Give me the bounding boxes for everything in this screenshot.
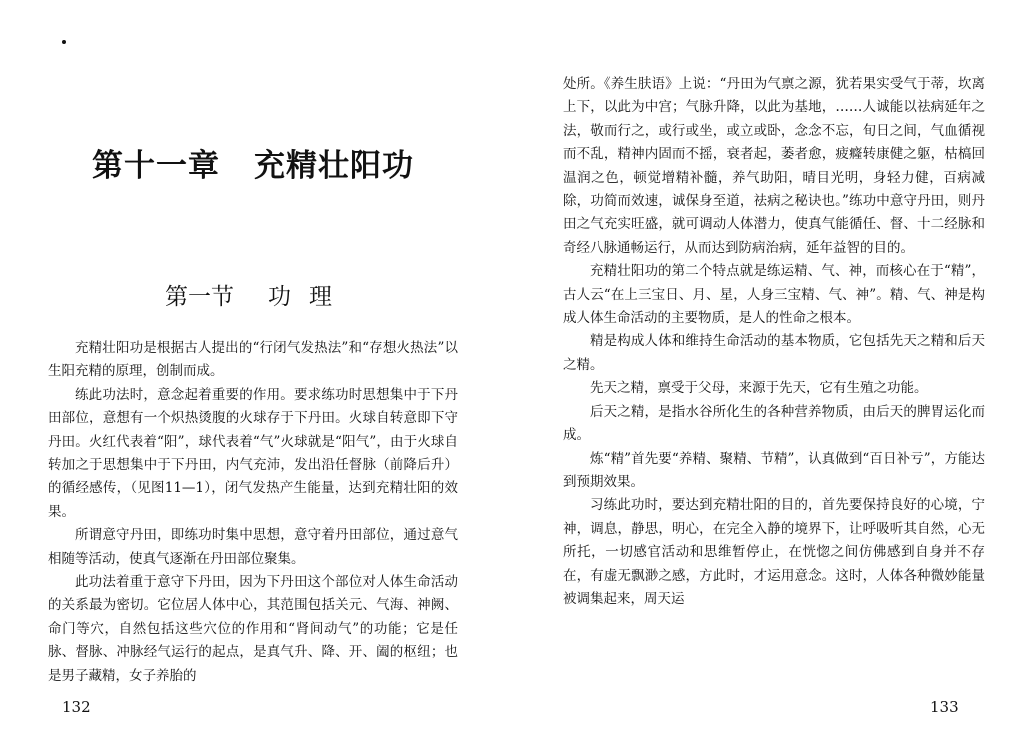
page-number-left: 132 [62, 698, 91, 716]
section-name-part-1: 功 [268, 284, 291, 310]
paragraph: 充精壮阳功是根据古人提出的“行闭气发热法”和“存想火热法”以生阳充精的原理，创制而成。 [48, 340, 458, 380]
chapter-heading [92, 140, 414, 185]
paragraph: 处所。《养生肤语》上说：“丹田为气禀之源，犹若果实受气于蒂，坎离上下，以此为中宫；气脉升降，以此为基地，……人诚能以祛病延年之法，敬而行之，或行或坐，或立或卧，念念不忘，旬日之间，气血循视而不乱，精神内固而不摇，衰者起，萎者愈，疲癃转康健之躯，枯槁回温润之色，顿觉增精补髓，养气助阳，晴目光明，身轻力健，百病减除，功简而效速，诚保身至道，祛病之秘诀也。”练功中意守丹田，则丹田之气充实旺盛，就可调动人体潜力，使真气能循任、督、十二经脉和奇经八脉通畅运行，从而达到防病治病，延年益智的目的。 [563, 76, 985, 256]
paragraph: 练此功法时，意念起着重要的作用。要求练功时思想集中于下丹田部位，意想有一个炽热烫腹的火球存于下丹田。火球自转意即下守丹田。火红代表着“阳”，球代表着“气”火球就是“阳气”，由于火球自转加之于思想集中于下丹田，内气充沛，发出沿任督脉（前降后升）的循经感传，（见图11—1），闭气发热产生能量，达到充精壮阳的效果。 [48, 386, 458, 520]
section-number: 第一节 [165, 284, 234, 310]
paragraph: 精是构成人体和维持生命活动的基本物质，它包括先天之精和后天之精。 [563, 333, 985, 373]
paragraph: 先天之精，禀受于父母，来源于先天，它有生殖之功能。 [590, 380, 928, 397]
chapter-name: 充精壮阳功 [254, 148, 414, 184]
left-body-text [48, 337, 458, 688]
paragraph: 后天之精，是指水谷所化生的各种营养物质，由后天的脾胃运化而成。 [563, 403, 985, 444]
right-body-text [563, 73, 985, 611]
page-speck [62, 40, 66, 44]
paragraph: 所谓意守丹田，即练功时集中思想，意守着丹田部位，通过意气相随等活动，使真气逐渐在丹田部位聚集。 [48, 527, 458, 567]
section-heading [165, 278, 332, 311]
paragraph: 充精壮阳功的第二个特点就是练运精、气、神，而核心在于“精”，古人云“在上三宝日、月、星，人身三宝精、气、神”。精、气、神是构成人体生命活动的主要物质，是人的性命之根本。 [563, 263, 985, 327]
paragraph: 此功法着重于意守下丹田，因为下丹田这个部位对人体生命活动的关系最为密切。它位居人体中心，其范围包括关元、气海、神阙、命门等穴，自然包括这些穴位的作用和“肾间动气”的功能；它是任脉、督脉、冲脉经气运行的起点，是真气升、降、开、阖的枢纽；也是男子藏精，女子养胎的 [48, 574, 458, 684]
right-page [512, 0, 1024, 730]
section-name-part-2: 理 [309, 284, 332, 310]
chapter-number: 第十一章 [92, 148, 220, 184]
paragraph: 炼“精”首先要“养精、聚精、节精”，认真做到“百日补亏”，方能达到预期效果。 [563, 450, 985, 490]
paragraph: 习练此功时，要达到充精壮阳的目的，首先要保持良好的心境，宁神，调息，静思，明心，在完全入静的境界下，让呼吸听其自然，心无所托，一切感官活动和思维暂停止，在恍惚之间仿佛感到自身并不存在，有虚无飘渺之感，方此时，才运用意念。这时，人体各种微妙能量被调集起来，周天运 [563, 497, 985, 607]
page-number-right: 133 [930, 698, 959, 716]
